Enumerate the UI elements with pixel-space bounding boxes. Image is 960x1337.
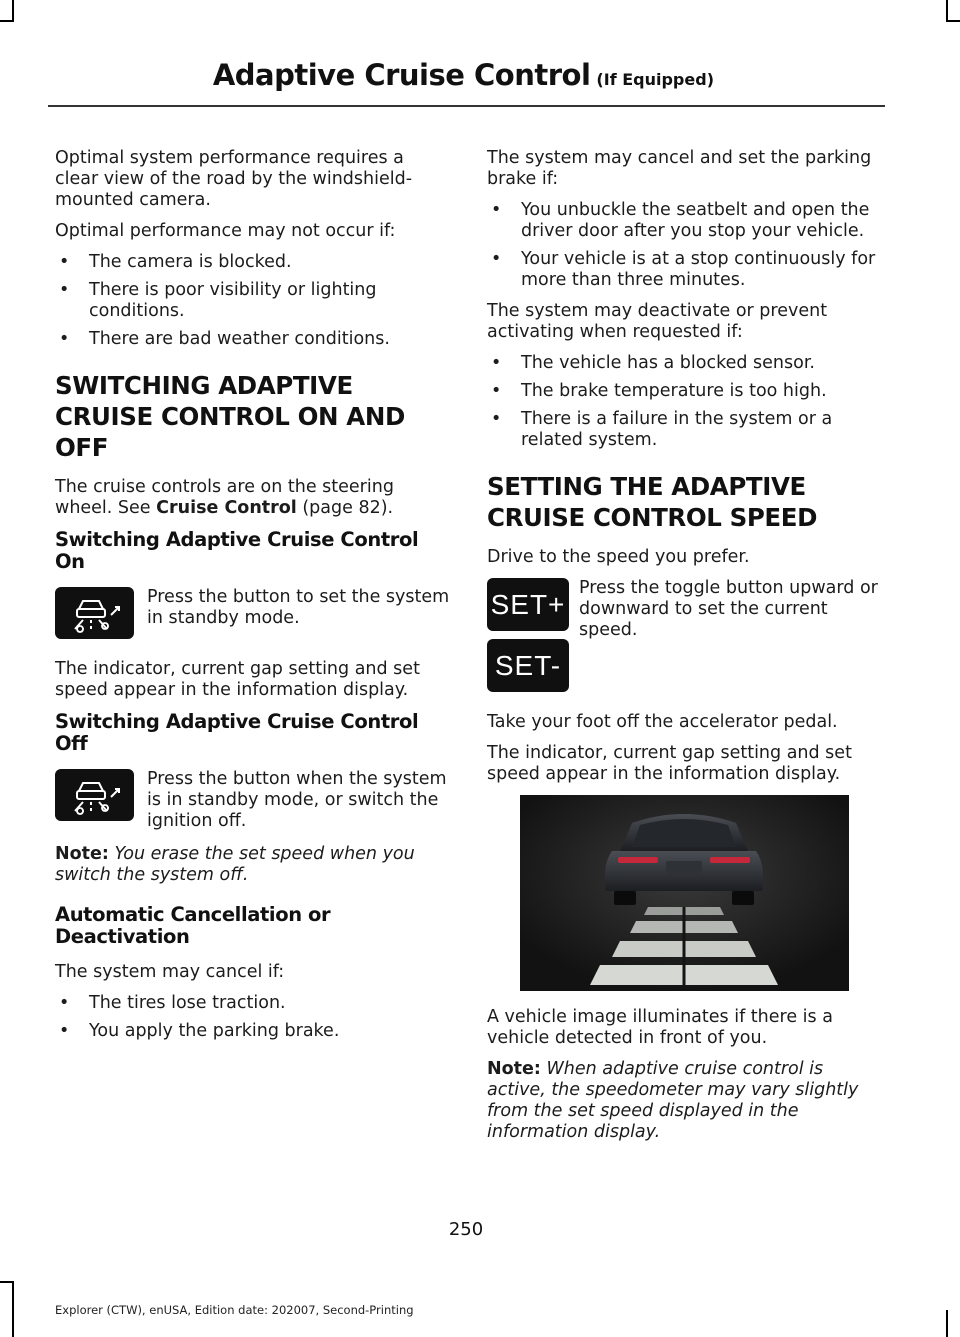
crop-mark: [12, 0, 14, 22]
subsection-heading: Switching Adaptive Cruise Control On: [55, 528, 419, 573]
adaptive-cruise-button-icon: [55, 587, 134, 639]
section-heading: SETTING THE ADAPTIVE CRUISE CONTROL SPEED: [487, 472, 818, 532]
set-plus-button-icon: SET+: [487, 578, 569, 631]
bullet-list: [487, 353, 882, 451]
list-item: • Your vehicle is at a stop continuously for more than three minutes.: [491, 249, 876, 290]
paragraph: The system may cancel and set the parking brake if:: [487, 148, 872, 189]
note: [55, 844, 450, 886]
bullet-marker: •: [59, 329, 70, 349]
list-item: • You unbuckle the seatbelt and open the driver door after you stop your vehicle.: [491, 200, 870, 241]
instruction-row: [55, 587, 450, 647]
bullet-marker: •: [491, 381, 502, 401]
paragraph: The system may cancel if:: [55, 962, 285, 982]
list-item: • There are bad weather conditions.: [59, 329, 390, 349]
subsection-heading: Switching Adaptive Cruise Control Off: [55, 710, 419, 755]
bullet-list: [55, 993, 450, 1042]
header-divider: [48, 105, 885, 107]
crop-mark: [946, 1310, 948, 1337]
note-label: Note:: [487, 1059, 541, 1079]
bullet-list: [55, 252, 450, 350]
page-title: [213, 58, 714, 92]
page-number: 250: [448, 1219, 484, 1240]
page-title-main: Adaptive Cruise Control: [212, 58, 591, 92]
bullet-list: [487, 200, 882, 291]
instruction-row: [55, 769, 450, 832]
paragraph: Optimal performance may not occur if:: [55, 221, 396, 241]
paragraph: Take your foot off the accelerator pedal.: [487, 712, 838, 732]
bullet-marker: •: [491, 249, 502, 269]
bullet-marker: •: [59, 993, 70, 1013]
paragraph: A vehicle image illuminates if there is a vehicle detected in front of you.: [487, 1007, 833, 1048]
bullet-marker: •: [491, 409, 502, 429]
list-item: • The brake temperature is too high.: [491, 381, 827, 401]
note-label: Note:: [55, 844, 109, 864]
crop-mark: [12, 1281, 14, 1337]
bullet-marker: •: [491, 200, 502, 220]
list-item: • The camera is blocked.: [59, 252, 292, 272]
note-text: When adaptive cruise control is active, the speedometer may vary slightly from the set speed displayed in the information display.: [487, 1059, 859, 1142]
list-item: • There is poor visibility or lighting conditions.: [59, 280, 377, 321]
instruction-text: Press the toggle button upward or downward to set the current speed.: [579, 578, 878, 640]
set-minus-button-icon: SET-: [487, 639, 569, 692]
list-item: • The vehicle has a blocked sensor.: [491, 353, 815, 373]
page-title-qualifier: (If Equipped): [596, 70, 714, 89]
instruction-row: [487, 578, 882, 700]
list-item: • There is a failure in the system or a related system.: [491, 409, 833, 450]
left-column: [55, 148, 450, 1052]
note: [487, 1059, 882, 1143]
icon-column: [55, 587, 147, 647]
crop-mark: [946, 0, 948, 22]
note-text: You erase the set speed when you switch the system off.: [55, 844, 415, 885]
cross-reference-link[interactable]: Cruise Control: [156, 498, 297, 518]
paragraph: The indicator, current gap setting and set speed appear in the information display.: [487, 743, 852, 784]
paragraph: The indicator, current gap setting and set speed appear in the information display.: [55, 659, 420, 700]
crop-mark: [946, 20, 960, 22]
footer-edition-info: Explorer (CTW), enUSA, Edition date: 202007, Second-Printing: [55, 1303, 414, 1317]
adaptive-cruise-button-icon: [55, 769, 134, 821]
section-heading: SWITCHING ADAPTIVE CRUISE CONTROL ON AND OFF: [55, 371, 405, 462]
list-item: • The tires lose traction.: [59, 993, 286, 1013]
bullet-marker: •: [59, 252, 70, 272]
crop-mark: [0, 1281, 14, 1283]
list-item: • You apply the parking brake.: [59, 1021, 340, 1041]
instruction-text: Press the button to set the system in standby mode.: [147, 587, 450, 628]
right-column: [487, 148, 882, 1153]
bullet-marker: •: [491, 353, 502, 373]
icon-column: [55, 769, 147, 829]
paragraph: Optimal system performance requires a clear view of the road by the windshield-mounted camera.: [55, 148, 413, 210]
icon-column: [487, 578, 579, 700]
bullet-marker: •: [59, 1021, 70, 1041]
paragraph: The system may deactivate or prevent activating when requested if:: [487, 301, 828, 342]
bullet-marker: •: [59, 280, 70, 300]
vehicle-ahead-display-illustration: [520, 795, 849, 991]
crop-mark: [0, 20, 14, 22]
paragraph: Drive to the speed you prefer.: [487, 547, 750, 567]
paragraph: The cruise controls are on the steering wheel. See Cruise Control (page 82).: [55, 477, 394, 518]
instruction-text: Press the button when the system is in standby mode, or switch the ignition off.: [147, 769, 447, 831]
subsection-heading: Automatic Cancellation or Deactivation: [55, 903, 331, 948]
